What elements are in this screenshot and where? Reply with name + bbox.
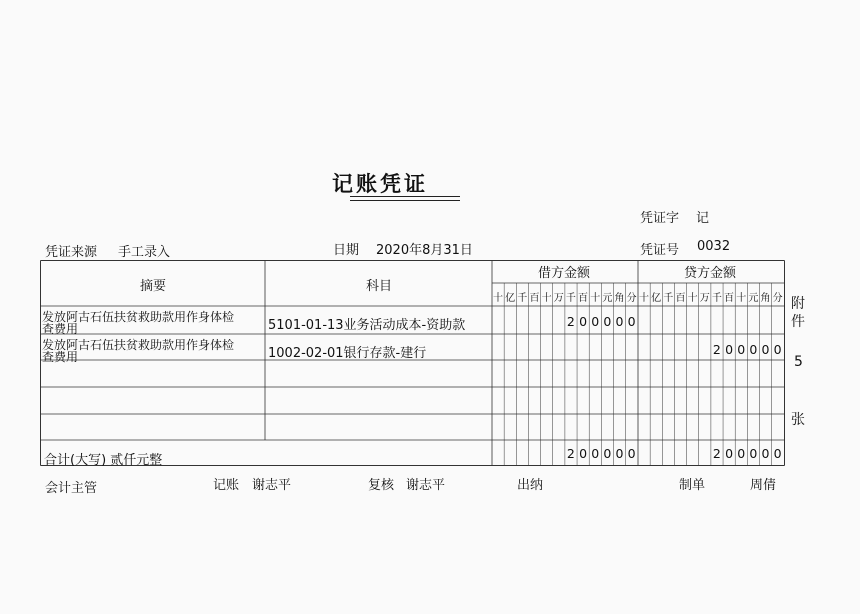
amount-digit: 0	[749, 446, 758, 461]
row2-summary-line1: 发放阿古石伍扶贫救助款用作身体检	[42, 338, 235, 352]
digit-unit-label: 千	[565, 293, 576, 304]
row1-summary-line1: 发放阿古石伍扶贫救助款用作身体检	[42, 310, 235, 324]
preparer-label: 制单	[679, 478, 706, 493]
date-value: 2020年8月31日	[376, 243, 473, 258]
digit-unit-label: 亿	[651, 293, 662, 304]
amount-digit: 0	[627, 314, 636, 329]
cashier-label: 出纳	[517, 478, 544, 493]
bookkeeper-name: 谢志平	[252, 478, 292, 493]
attachment-label-mid: 件	[791, 314, 805, 330]
amount-digit: 0	[737, 446, 746, 461]
amount-digit: 0	[579, 314, 588, 329]
digit-unit-label: 十	[687, 293, 698, 304]
digit-unit-label: 十	[541, 293, 552, 304]
date-label: 日期	[333, 243, 360, 258]
amount-digit: 2	[566, 446, 575, 461]
amount-digit: 0	[773, 342, 782, 357]
preparer-name: 周倩	[750, 478, 777, 493]
chief-accountant-label: 会计主管	[45, 481, 98, 496]
digit-unit-label: 十	[639, 293, 649, 304]
digit-unit-label: 万	[553, 293, 564, 304]
title-underline	[350, 200, 460, 201]
attachment-label-top: 附	[791, 296, 805, 312]
amount-digit: 0	[725, 446, 734, 461]
digit-unit-label: 千	[663, 293, 674, 304]
digit-unit-label: 千	[711, 293, 722, 304]
voucher-number-value: 0032	[697, 239, 731, 254]
amount-digit: 0	[627, 446, 636, 461]
row1-summary-line2: 查费用	[42, 322, 79, 336]
amount-digit: 0	[591, 314, 600, 329]
digit-unit-label: 元	[602, 293, 613, 304]
digit-unit-label: 千	[517, 293, 528, 304]
voucher-type-value: 记	[696, 211, 710, 226]
digit-unit-label: 十	[493, 293, 503, 304]
digit-unit-label: 十	[736, 293, 747, 304]
amount-digit: 0	[603, 314, 612, 329]
header-debit: 借方金额	[538, 266, 591, 281]
voucher-number-label: 凭证号	[640, 243, 680, 258]
row2-summary-line2: 查费用	[42, 350, 79, 364]
reviewer-label: 复核	[368, 478, 395, 493]
amount-digit: 0	[761, 342, 770, 357]
amount-digit: 0	[603, 446, 612, 461]
amount-digit: 2	[712, 446, 721, 461]
amount-digit: 2	[566, 314, 575, 329]
amount-digit: 0	[615, 446, 624, 461]
digit-unit-label: 分	[626, 293, 637, 304]
header-credit: 贷方金额	[684, 266, 737, 281]
amount-digit: 0	[737, 342, 746, 357]
digit-unit-label: 角	[614, 293, 625, 304]
amount-digit: 0	[773, 446, 782, 461]
digit-unit-label: 百	[529, 293, 540, 304]
amount-digit: 0	[615, 314, 624, 329]
attachment-label-bottom: 张	[791, 412, 805, 428]
row1-account: 5101-01-13业务活动成本-资助款	[268, 318, 466, 333]
amount-digit: 0	[579, 446, 588, 461]
amount-digit: 0	[725, 342, 734, 357]
digit-unit-label: 角	[760, 293, 771, 304]
bookkeeper-label: 记账	[213, 478, 240, 493]
digit-unit-label: 万	[699, 293, 710, 304]
digit-unit-label: 十	[590, 293, 601, 304]
amount-digit: 0	[761, 446, 770, 461]
voucher-title: 记账凭证	[332, 172, 428, 196]
title-underline	[350, 196, 460, 197]
amount-digit: 0	[749, 342, 758, 357]
source-value: 手工录入	[118, 245, 171, 260]
digit-unit-label: 元	[748, 293, 759, 304]
digit-unit-label: 分	[772, 293, 783, 304]
total-label: 合计(大写) 贰仟元整	[44, 453, 163, 468]
header-account: 科目	[366, 279, 393, 294]
voucher-table	[40, 260, 785, 466]
amount-digit: 2	[712, 342, 721, 357]
row2-account: 1002-02-01银行存款-建行	[268, 346, 427, 361]
digit-unit-label: 百	[675, 293, 686, 304]
attachment-count: 5	[794, 354, 803, 370]
source-label: 凭证来源	[45, 245, 98, 260]
digit-unit-label: 亿	[505, 293, 516, 304]
digit-unit-label: 百	[578, 293, 589, 304]
header-summary: 摘要	[140, 279, 167, 294]
voucher-type-label: 凭证字	[640, 211, 680, 226]
reviewer-name: 谢志平	[406, 478, 446, 493]
amount-digit: 0	[591, 446, 600, 461]
digit-unit-label: 百	[724, 293, 735, 304]
